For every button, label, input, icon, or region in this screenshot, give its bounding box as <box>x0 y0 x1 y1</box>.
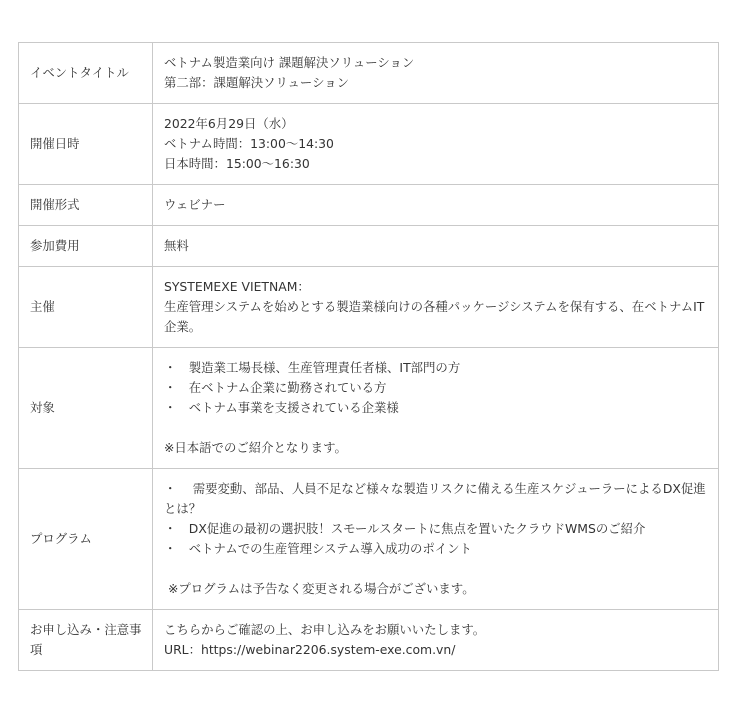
organizer-description-line: 生産管理システムを始めとする製造業様向けの各種パッケージシステムを保有する、在ベトナムIT企業。 <box>164 299 705 334</box>
application-instruction: こちらからご確認の上、お申し込みをお願いいたします。 <box>164 622 486 637</box>
row-fee <box>19 226 719 267</box>
fee-line: 無料 <box>164 238 189 253</box>
label-event-title: イベントタイトル <box>19 43 153 104</box>
spacer <box>164 559 710 579</box>
label-organizer: 主催 <box>19 267 153 348</box>
label-format: 開催形式 <box>19 185 153 226</box>
japan-time-line: 日本時間：15:00〜16:30 <box>164 156 310 171</box>
value-datetime <box>153 104 719 185</box>
label-program: プログラム <box>19 469 153 610</box>
value-fee <box>153 226 719 267</box>
event-info-container <box>18 42 718 671</box>
program-item: ・ DX促進の最初の選択肢！スモールスタートに焦点を置いたクラウドWMSのご紹介 <box>164 521 646 536</box>
audience-item: ・ 製造業工場長様、生産管理責任者様、IT部門の方 <box>164 360 461 375</box>
program-item: ・ ベトナムでの生産管理システム導入成功のポイント <box>164 541 472 556</box>
event-date-line: 2022年6月29日（水） <box>164 116 294 131</box>
event-info-table <box>18 42 719 671</box>
row-program <box>19 469 719 610</box>
value-application <box>153 610 719 671</box>
spacer <box>164 418 710 438</box>
organizer-name-line: SYSTEMEXE VIETNAM： <box>164 279 310 294</box>
label-audience: 対象 <box>19 348 153 469</box>
row-audience <box>19 348 719 469</box>
row-datetime <box>19 104 719 185</box>
value-program <box>153 469 719 610</box>
value-audience <box>153 348 719 469</box>
audience-item: ・ 在ベトナム企業に勤務されている方 <box>164 380 387 395</box>
format-line: ウェビナー <box>164 197 226 212</box>
label-application: お申し込み・注意事項 <box>19 610 153 671</box>
value-event-title <box>153 43 719 104</box>
value-organizer <box>153 267 719 348</box>
row-application <box>19 610 719 671</box>
application-url-link[interactable]: URL：https://webinar2206.system-exe.com.vn/ <box>164 642 456 657</box>
program-item: ・ 需要変動、部品、人員不足など様々な製造リスクに備える生産スケジューラーによるDX促進とは？ <box>164 481 706 516</box>
program-note: ※プログラムは予告なく変更される場合がございます。 <box>164 581 475 596</box>
value-format <box>153 185 719 226</box>
audience-note: ※日本語でのご紹介となります。 <box>164 440 347 455</box>
event-title-line: ベトナム製造業向け 課題解決ソリューション <box>164 55 415 70</box>
label-fee: 参加費用 <box>19 226 153 267</box>
audience-item: ・ ベトナム事業を支援されている企業様 <box>164 400 399 415</box>
label-datetime: 開催日時 <box>19 104 153 185</box>
row-event-title <box>19 43 719 104</box>
row-organizer <box>19 267 719 348</box>
row-format <box>19 185 719 226</box>
vietnam-time-line: ベトナム時間：13:00〜14:30 <box>164 136 334 151</box>
event-subtitle-line: 第二部：課題解決ソリューション <box>164 75 349 90</box>
